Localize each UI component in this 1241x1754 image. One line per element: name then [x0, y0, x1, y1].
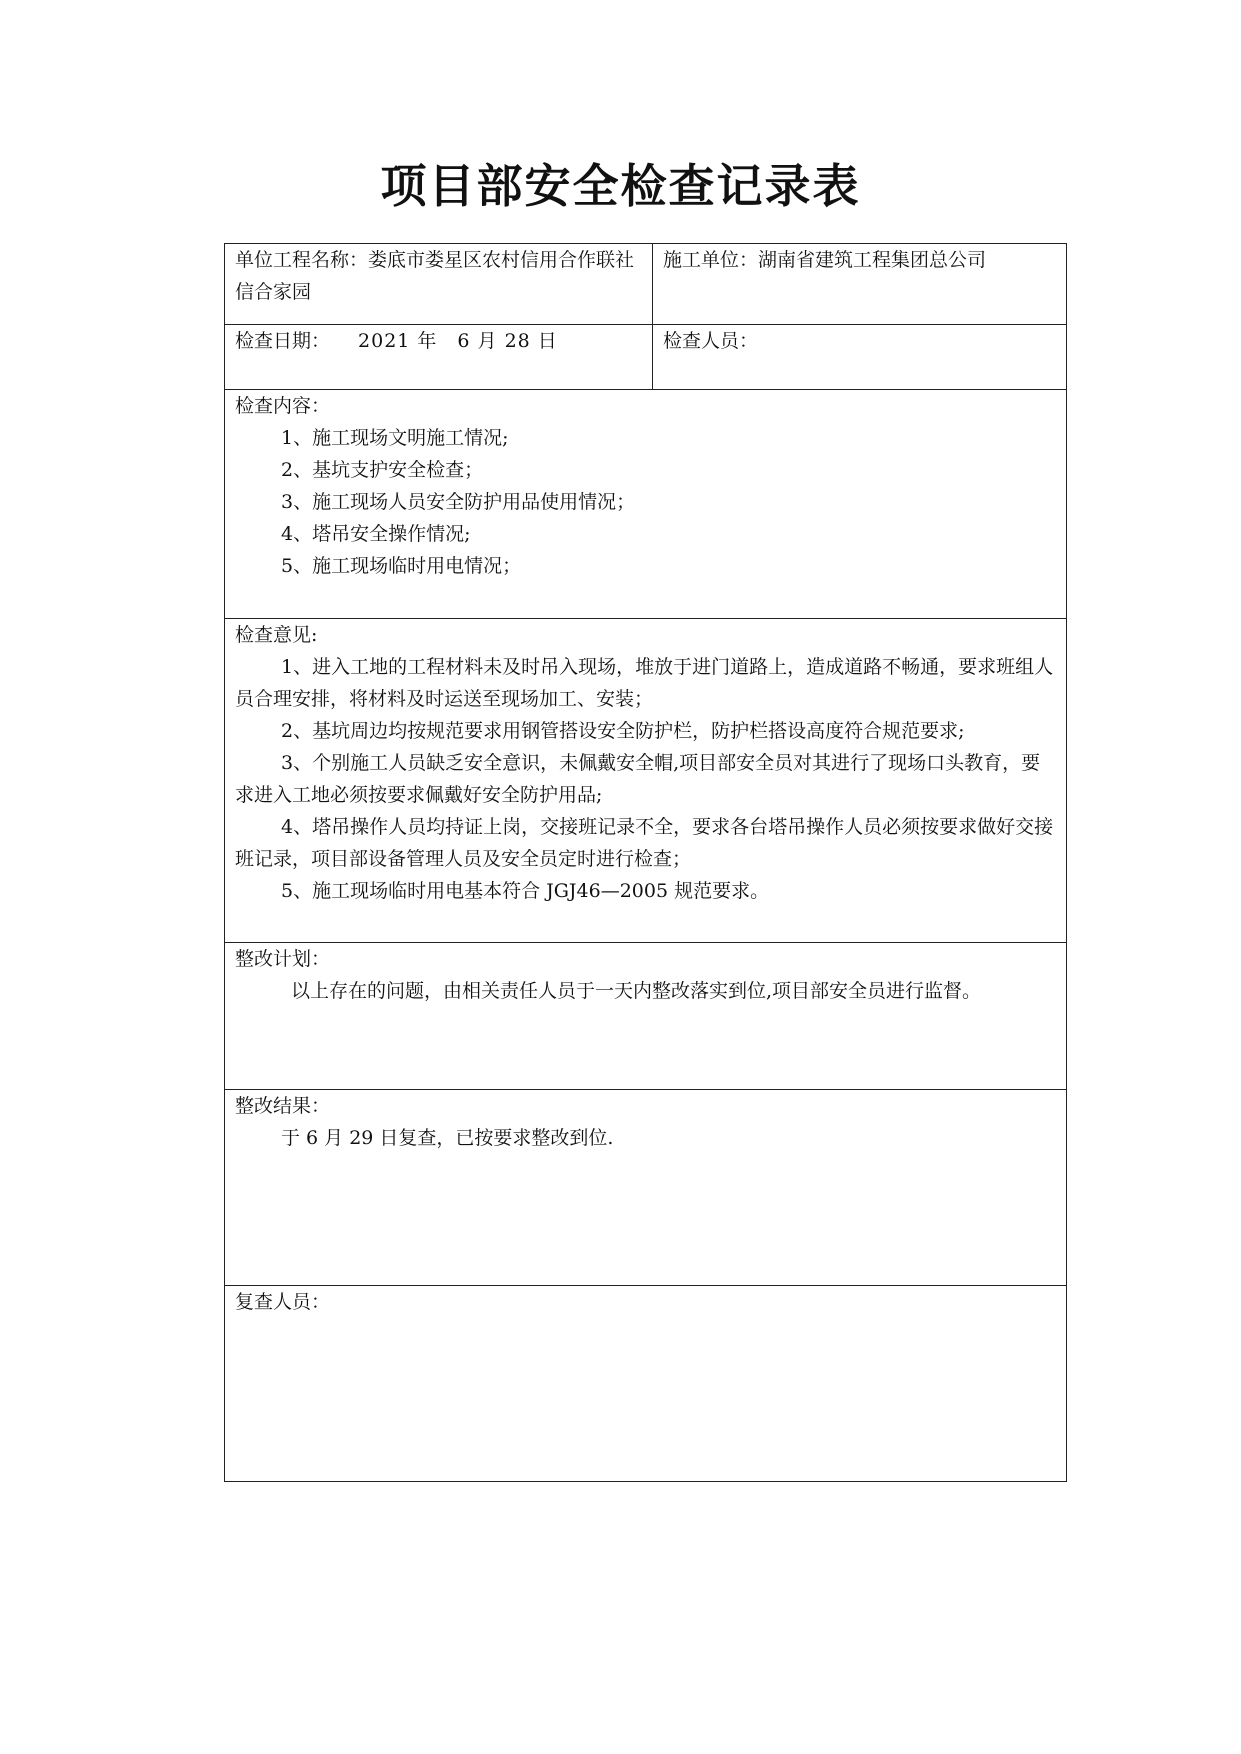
opinion-item: 4、塔吊操作人员均持证上岗，交接班记录不全，要求各台塔吊操作人员必须按要求做好交接班记录，项目部设备管理人员及安全员定时进行检查； [235, 816, 1054, 870]
date-label: 检查日期： [235, 330, 331, 352]
content-label: 检查内容： [235, 395, 331, 417]
project-value: 娄底市娄星区农村信用合作联社信合家园 [235, 249, 635, 303]
contractor-cell [653, 244, 1067, 325]
date-row [225, 325, 1067, 390]
contractor-value: 湖南省建筑工程集团总公司 [758, 249, 987, 271]
content-item: 3、施工现场人员安全防护用品使用情况； [281, 491, 636, 513]
inspector-label: 检查人员： [663, 330, 759, 352]
plan-row [225, 943, 1067, 1090]
project-label: 单位工程名称： [235, 249, 369, 271]
opinion-item: 5、施工现场临时用电基本符合 JGJ46—2005 规范要求。 [281, 880, 770, 902]
result-text: 于 6 月 29 日复查，已按要求整改到位. [281, 1127, 614, 1149]
content-item: 2、基坑支护安全检查； [281, 459, 484, 481]
plan-text: 以上存在的问题，由相关责任人员于一天内整改落实到位,项目部安全员进行监督。 [291, 980, 982, 1002]
opinion-row [225, 619, 1067, 943]
contractor-label: 施工单位： [663, 249, 759, 271]
plan-label: 整改计划： [235, 948, 331, 970]
content-row [225, 390, 1067, 619]
project-cell [225, 244, 653, 325]
plan-cell [225, 943, 1067, 1090]
content-item: 1、施工现场文明施工情况; [281, 427, 509, 449]
date-value: 2021 年 6 月 28 日 [358, 330, 558, 352]
recheck-row [225, 1286, 1067, 1482]
result-cell [225, 1090, 1067, 1286]
content-cell [225, 390, 1067, 619]
recheck-label: 复查人员： [235, 1291, 331, 1313]
result-row [225, 1090, 1067, 1286]
opinion-item: 3、个别施工人员缺乏安全意识，未佩戴安全帽,项目部安全员对其进行了现场口头教育，要求进入工地必须按要求佩戴好安全防护用品; [235, 752, 1041, 806]
page-title: 项目部安全检查记录表 [380, 159, 861, 213]
date-cell [225, 325, 653, 390]
opinion-label: 检查意见: [235, 624, 318, 646]
opinion-item: 2、基坑周边均按规范要求用钢管搭设安全防护栏，防护栏搭设高度符合规范要求; [281, 720, 965, 742]
content-item: 4、塔吊安全操作情况; [281, 523, 471, 545]
result-label: 整改结果： [235, 1095, 331, 1117]
opinion-cell [225, 619, 1067, 943]
opinion-item: 1、进入工地的工程材料未及时吊入现场，堆放于进门道路上，造成道路不畅通，要求班组人员合理安排，将材料及时运送至现场加工、安装； [235, 656, 1054, 710]
content-item: 5、施工现场临时用电情况； [281, 555, 522, 577]
header-row [225, 244, 1067, 325]
inspection-form [224, 243, 1067, 1482]
recheck-cell [225, 1286, 1067, 1482]
inspector-cell [653, 325, 1067, 390]
